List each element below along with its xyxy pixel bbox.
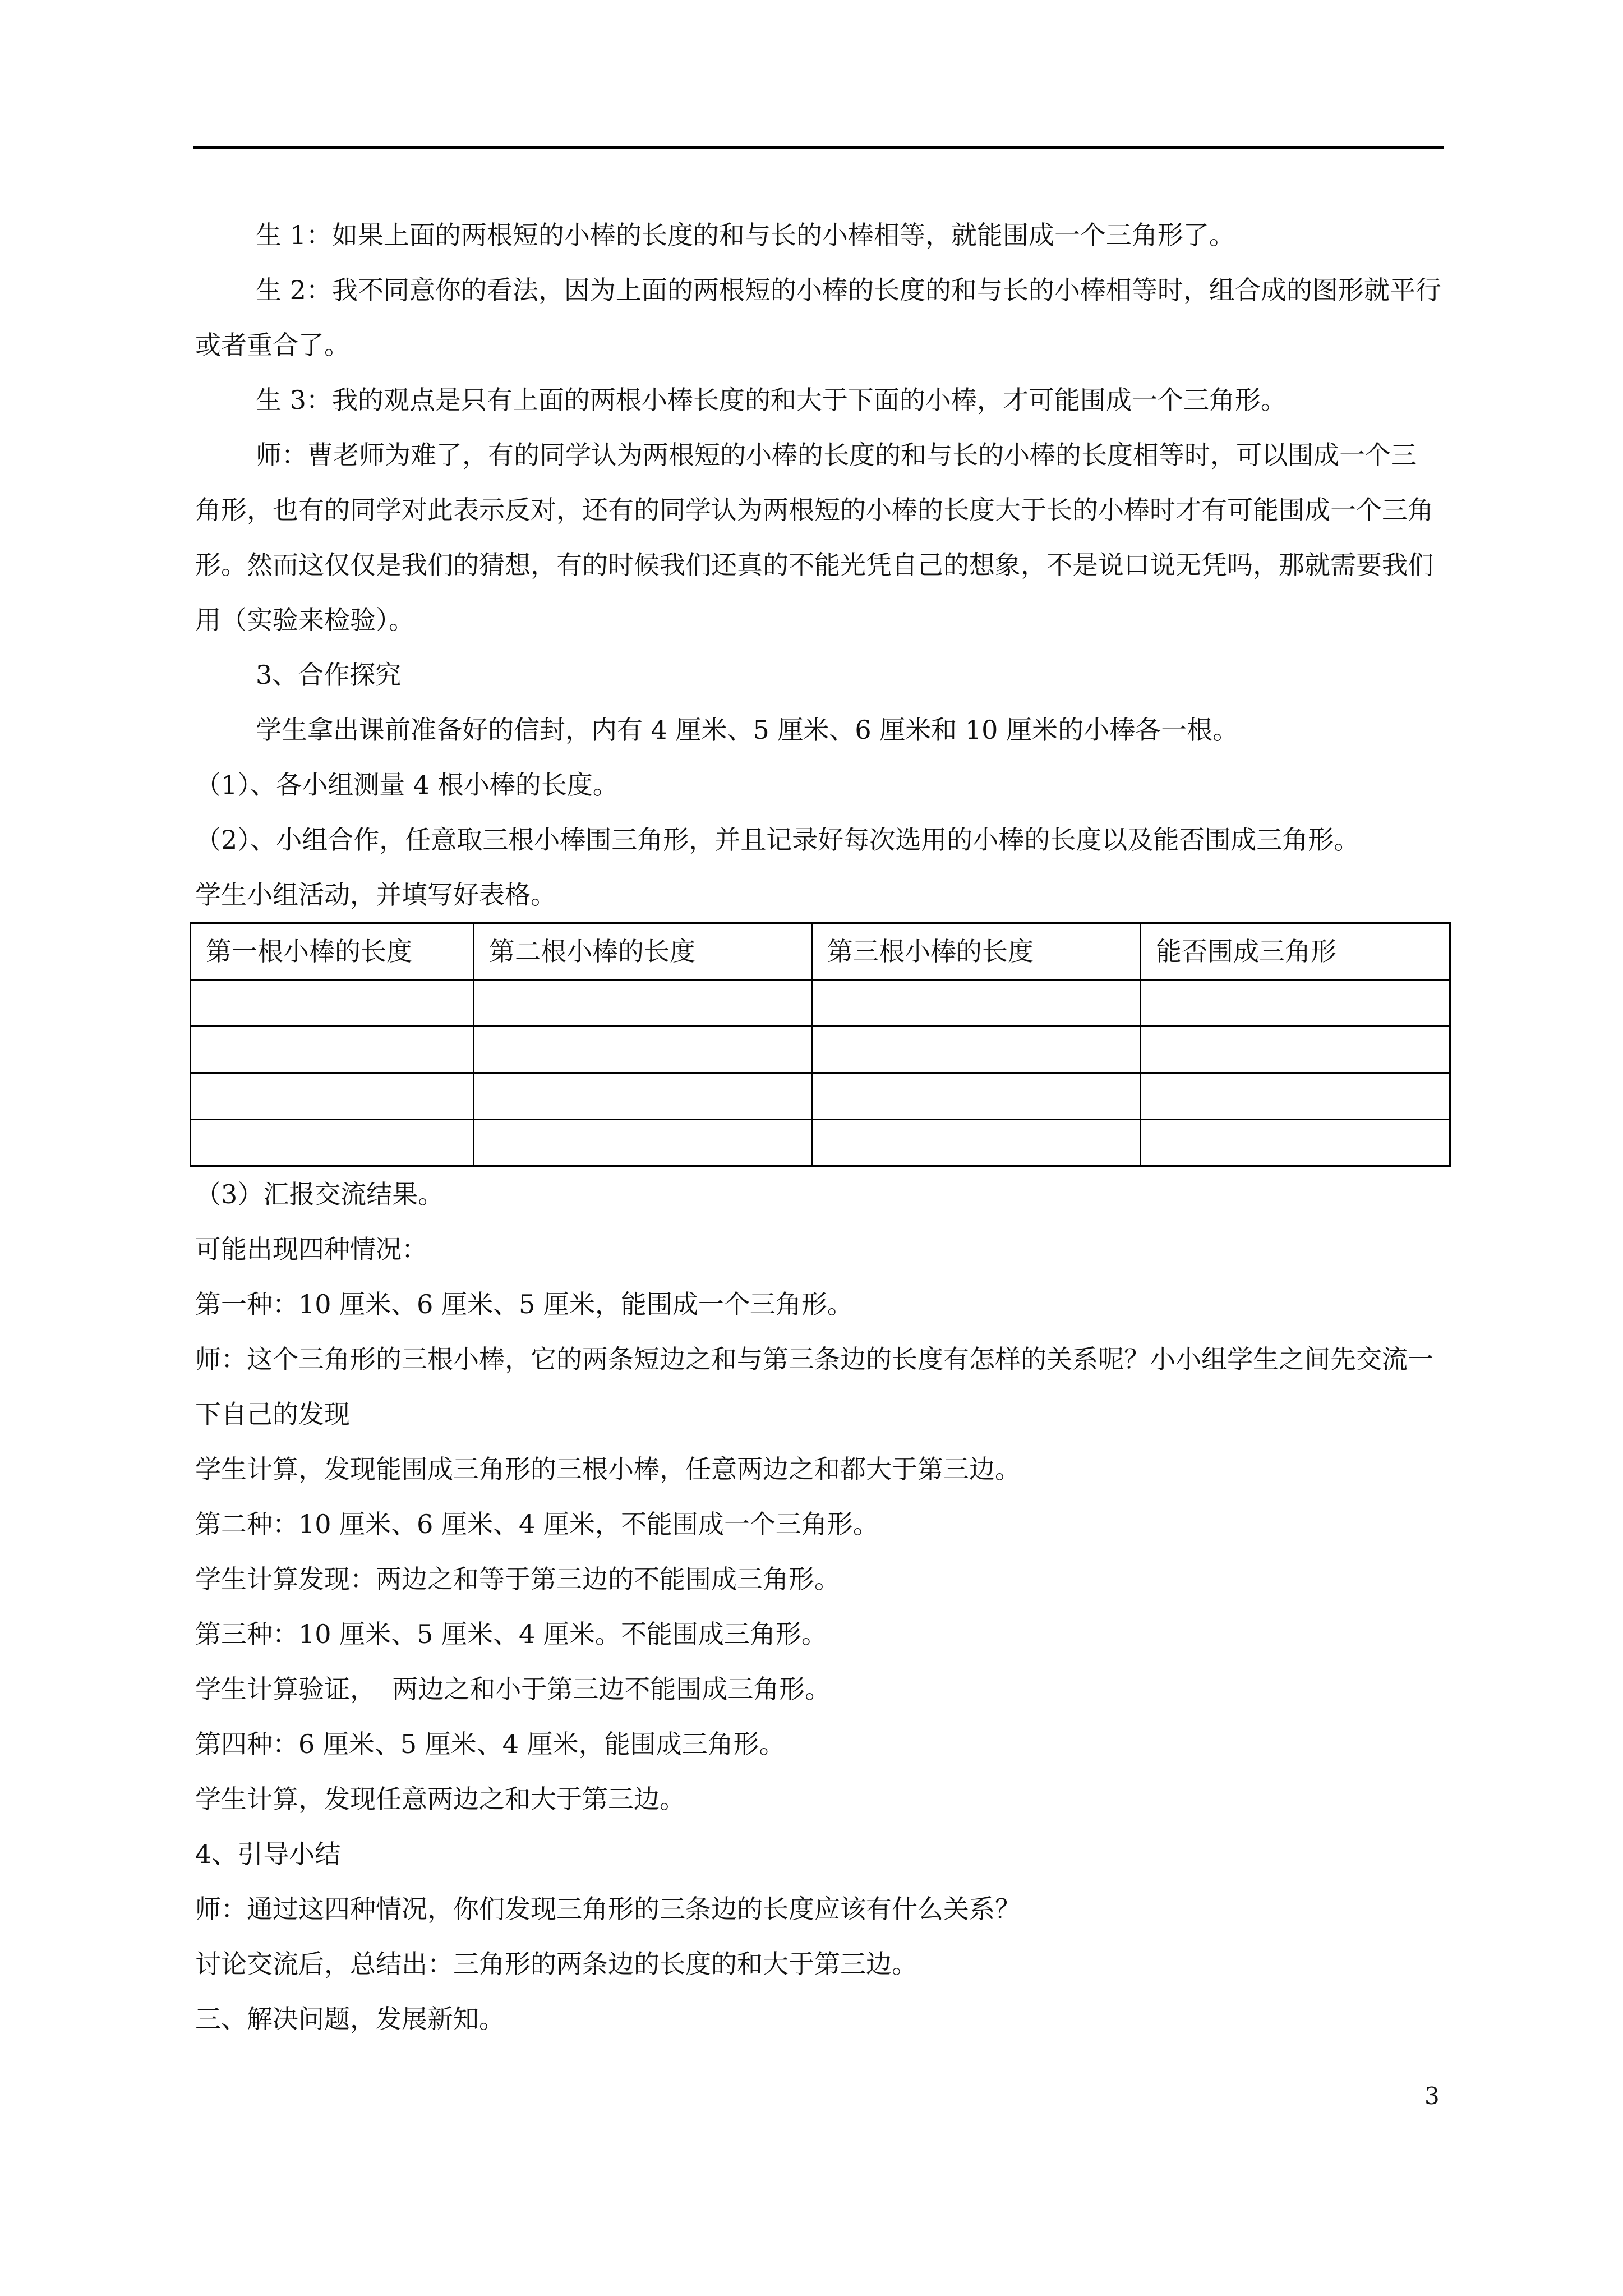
table-header-cell: 能否围成三角形 bbox=[1141, 923, 1450, 980]
record-table bbox=[190, 922, 1451, 1167]
table-row bbox=[191, 980, 1450, 1027]
table-row bbox=[191, 1027, 1450, 1073]
table-cell bbox=[1141, 980, 1450, 1027]
document-body bbox=[195, 208, 1441, 2046]
paragraph: 学生计算，发现任意两边之和大于第三边。 bbox=[195, 1784, 685, 1814]
paragraph: 学生拿出课前准备好的信封，内有 4 厘米、5 厘米、6 厘米和 10 厘米的小棒各一根。 bbox=[256, 715, 1239, 745]
table-cell bbox=[812, 1120, 1141, 1166]
table-header-cell: 第一根小棒的长度 bbox=[191, 923, 474, 980]
paragraph: 第三种：10 厘米、5 厘米、4 厘米。不能围成三角形。 bbox=[195, 1619, 827, 1649]
table-cell bbox=[812, 1027, 1141, 1073]
table-cell bbox=[812, 980, 1141, 1027]
paragraph: 可能出现四种情况： bbox=[195, 1234, 427, 1264]
list-item: （2）、小组合作，任意取三根小棒围三角形，并且记录好每次选用的小棒的长度以及能否围成三角形。 bbox=[195, 825, 1360, 855]
paragraph: 师：这个三角形的三根小棒，它的两条短边之和与第三条边的长度有怎样的关系呢？小小组学生之间先交流一下自己的发现 bbox=[195, 1344, 1433, 1429]
paragraph: 生 1：如果上面的两根短的小棒的长度的和与长的小棒相等，就能围成一个三角形了。 bbox=[256, 220, 1235, 250]
paragraph: （3）汇报交流结果。 bbox=[195, 1179, 444, 1209]
table-cell bbox=[474, 1120, 812, 1166]
table-cell bbox=[191, 1027, 474, 1073]
table-cell bbox=[474, 1027, 812, 1073]
page-number: 3 bbox=[1424, 2082, 1440, 2110]
section-heading: 三、解决问题，发展新知。 bbox=[195, 2004, 505, 2034]
table-cell bbox=[812, 1073, 1141, 1120]
table-cell bbox=[191, 980, 474, 1027]
table-cell bbox=[1141, 1073, 1450, 1120]
paragraphs-before bbox=[195, 208, 1441, 922]
table-row bbox=[191, 1120, 1450, 1166]
paragraph: 学生计算发现：两边之和等于第三边的不能围成三角形。 bbox=[195, 1564, 840, 1594]
header-rule bbox=[193, 146, 1444, 149]
table-cell bbox=[474, 1073, 812, 1120]
paragraph: 学生小组活动，并填写好表格。 bbox=[195, 880, 556, 910]
table-header-row bbox=[191, 923, 1450, 980]
table-cell bbox=[191, 1073, 474, 1120]
paragraph: 第四种：6 厘米、5 厘米、4 厘米，能围成三角形。 bbox=[195, 1729, 785, 1759]
table-row bbox=[191, 1073, 1450, 1120]
table-cell bbox=[474, 980, 812, 1027]
paragraph: 生 2：我不同意你的看法，因为上面的两根短的小棒的长度的和与长的小棒相等时，组合成的图形就平行或者重合了。 bbox=[195, 275, 1441, 360]
paragraph: 第一种：10 厘米、6 厘米、5 厘米，能围成一个三角形。 bbox=[195, 1289, 853, 1319]
paragraph: 学生计算，发现能围成三角形的三根小棒，任意两边之和都大于第三边。 bbox=[195, 1454, 1021, 1484]
table-cell bbox=[191, 1120, 474, 1166]
list-item: （1）、各小组测量 4 根小棒的长度。 bbox=[195, 770, 619, 800]
paragraph: 师：通过这四种情况，你们发现三角形的三条边的长度应该有什么关系？ bbox=[195, 1894, 1021, 1924]
paragraph: 生 3：我的观点是只有上面的两根小棒长度的和大于下面的小棒，才可能围成一个三角形。 bbox=[256, 385, 1287, 415]
paragraph: 第二种：10 厘米、6 厘米、4 厘米，不能围成一个三角形。 bbox=[195, 1509, 879, 1539]
section-heading: 4、引导小结 bbox=[195, 1839, 341, 1869]
table-cell bbox=[1141, 1120, 1450, 1166]
paragraph: 讨论交流后，总结出：三角形的两条边的长度的和大于第三边。 bbox=[195, 1949, 917, 1979]
paragraph: 学生计算验证， 两边之和小于第三边不能围成三角形。 bbox=[195, 1674, 831, 1704]
section-heading: 3、合作探究 bbox=[256, 660, 402, 690]
table-header-cell: 第三根小棒的长度 bbox=[812, 923, 1141, 980]
table-cell bbox=[1141, 1027, 1450, 1073]
paragraph: 师：曹老师为难了，有的同学认为两根短的小棒的长度的和与长的小棒的长度相等时，可以围成一个三角形，也有的同学对此表示反对，还有的同学认为两根短的小棒的长度大于长的小棒时才有可能围成一个三角形。然而这仅仅是我们的猜想，有的时候我们还真的不能光凭自己的想象，不是说口说无凭吗，那就需要我们用（实验来检验）。 bbox=[195, 440, 1433, 635]
paragraphs-after bbox=[195, 1167, 1441, 2046]
table-header-cell: 第二根小棒的长度 bbox=[474, 923, 812, 980]
